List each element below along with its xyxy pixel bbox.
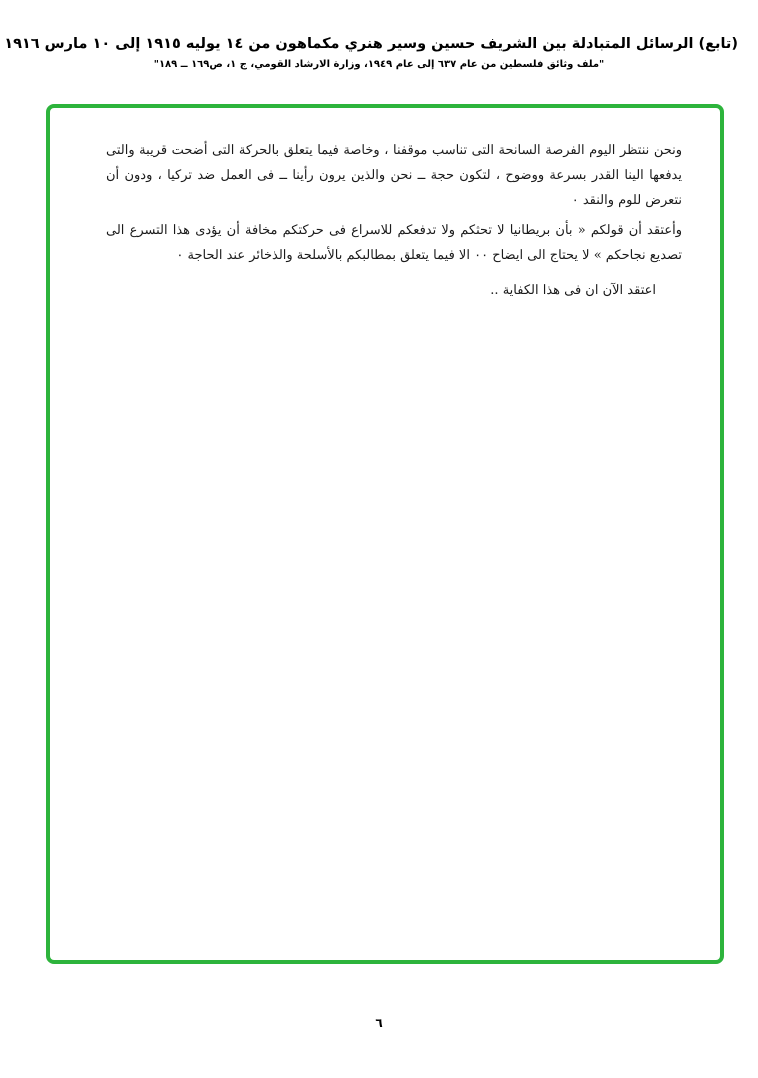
page-header (4, 30, 738, 72)
page-number: ٦ (375, 1016, 383, 1030)
source-citation: "ملف وثائق فلسطين من عام ٦٣٧ إلى عام ١٩٤٩، وزارة الارشاد القومي، ج ١، ص١٦٩ ــ ١٨٩" (153, 59, 605, 70)
letter-closing: اعتقد الآن ان فى هذا الكفاية .. (490, 283, 656, 298)
letter-paragraph-1: ونحن ننتظر اليوم الفرصة السانحة التى تناسب موقفنا ، وخاصة فيما يتعلق بالحركة التى أضحت قريبة والتى يدفعها الينا القدر بسرعة ووضوح ، لتكون حجة ــ نحن والذين يرون رأينا ــ فى العمل ضد تركيا ، ودون أن نتعرض للوم والنقد ٠ (106, 143, 682, 208)
letter-paragraph-2: وأعتقد أن قولكم « بأن بريطانيا لا تحثكم ولا تدفعكم للاسراع فى حركتكم مخافة أن يؤدى هذا التسرع الى تصديع نجاحكم » لا يحتاج الى ايضاح ٠٠ الا فيما يتعلق بمطالبكم بالأسلحة والذخائر عند الحاجة ٠ (106, 223, 682, 263)
letter-body (106, 138, 682, 303)
page-title: (تابع) الرسائل المتبادلة بين الشريف حسين وسير هنري مكماهون من ١٤ يوليه ١٩١٥ إلى ١٠ مارس ١٩١٦ (4, 36, 738, 52)
